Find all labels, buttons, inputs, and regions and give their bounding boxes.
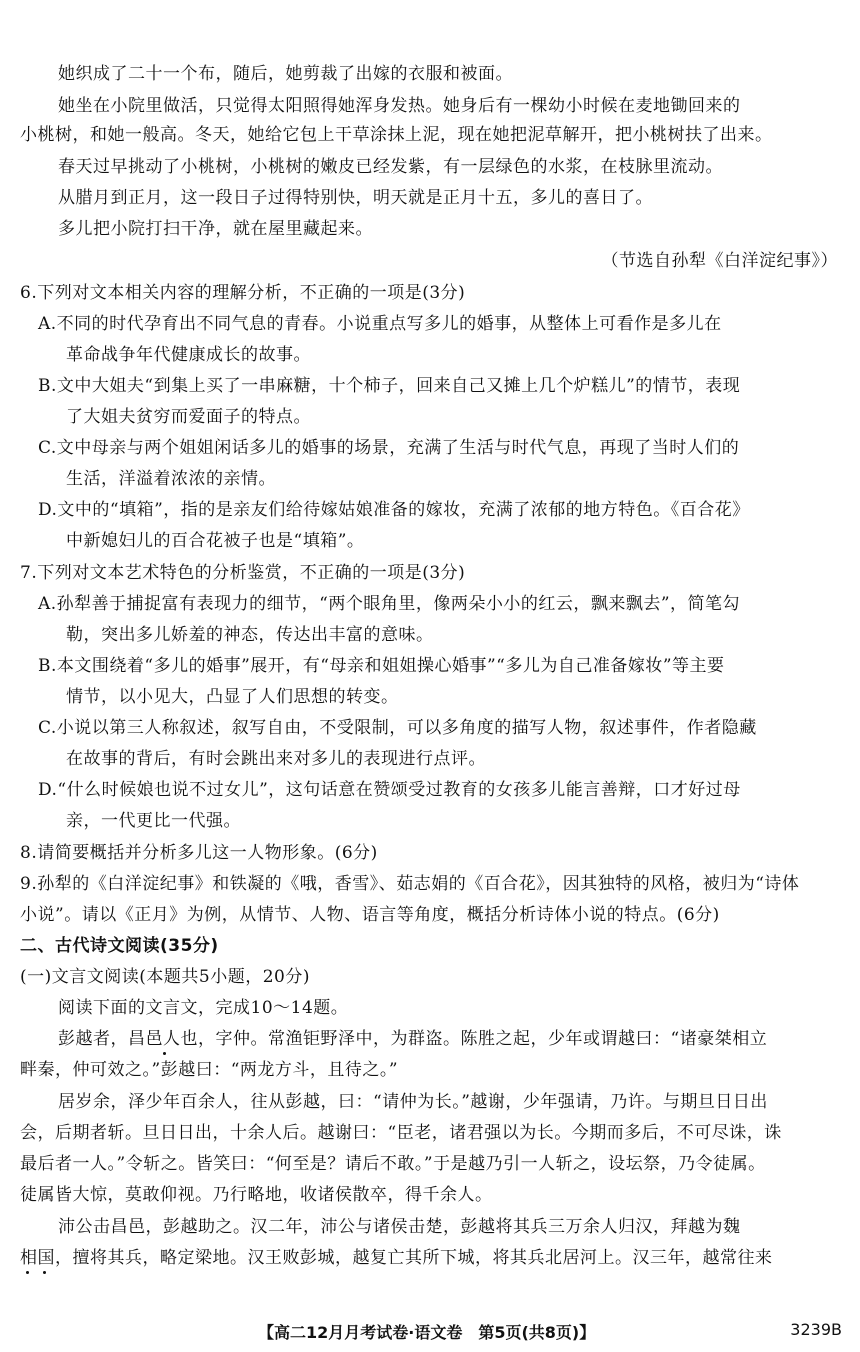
question-7-stem: 7.下列对文本艺术特色的分析鉴赏，不正确的一项是(3分): [20, 563, 466, 583]
q7-option-b-cont: 情节，以小见大，凸显了人们思想的转变。: [66, 687, 399, 707]
q7-option-a-cont: 勒，突出多儿娇羞的神态，传达出丰富的意味。: [66, 625, 434, 645]
question-6-stem: 6.下列对文本相关内容的理解分析，不正确的一项是(3分): [20, 283, 466, 303]
source-citation: （节选自孙犁《白洋淀纪事》）: [601, 251, 838, 271]
classical-text-line: 彭越者，昌邑人也，字仲。常渔钜野泽中，为群盗。陈胜之起，少年或谓越曰：“诸豪桀相立: [58, 1029, 768, 1049]
reading-instruction: 阅读下面的文言文，完成10～14题。: [58, 998, 349, 1018]
story-paragraph-cont: 小桃树，和她一般高。冬天，她给它包上干草涂抹上泥，现在她把泥草解开，把小桃树扶了出来。: [20, 125, 773, 145]
emphasis-dot: [26, 1271, 29, 1274]
section-heading: 二、古代诗文阅读(35分): [20, 936, 219, 956]
classical-text-line: 畔秦，仲可效之。”彭越曰：“两龙方斗，且待之。”: [20, 1060, 399, 1080]
q6-option-c: C.文中母亲与两个姐姐闲话多儿的婚事的场景，充满了生活与时代气息，再现了当时人们的: [38, 438, 740, 458]
emphasis-dot: [43, 1271, 46, 1274]
q7-option-c-cont: 在故事的背后，有时会跳出来对多儿的表现进行点评。: [66, 749, 486, 769]
classical-text-line: 最后者一人。”令斩之。皆笑曰：“何至是？请后不敢。”于是越乃引一人斩之，设坛祭，乃令徒属。: [20, 1154, 766, 1174]
classical-text-line: 沛公击昌邑，彭越助之。汉二年，沛公与诸侯击楚，彭越将其兵三万余人归汉，拜越为魏: [58, 1217, 741, 1237]
q7-option-b: B.本文围绕着“多儿的婚事”展开，有“母亲和姐姐操心婚事”“多儿为自己准备嫁妆”等主要: [38, 656, 725, 676]
q7-option-d-cont: 亲，一代更比一代强。: [66, 811, 241, 831]
page-footer: 【高二12月月考试卷·语文卷 第5页(共8页)】: [258, 1323, 596, 1342]
q6-option-c-cont: 生活，洋溢着浓浓的亲情。: [66, 469, 276, 489]
q6-option-b: B.文中大姐夫“到集上买了一串麻糖，十个柿子，回来自己又摊上几个炉糕儿”的情节，表现: [38, 376, 741, 396]
q6-option-a-cont: 革命战争年代健康成长的故事。: [66, 345, 311, 365]
story-paragraph: 她坐在小院里做活，只觉得太阳照得她浑身发热。她身后有一棵幼小时候在麦地锄回来的: [58, 96, 741, 116]
question-8: 8.请简要概括并分析多儿这一人物形象。(6分): [20, 843, 378, 863]
q6-option-b-cont: 了大姐夫贫穷而爱面子的特点。: [66, 407, 311, 427]
story-paragraph: 多儿把小院打扫干净，就在屋里藏起来。: [58, 219, 373, 239]
story-paragraph: 从腊月到正月，这一段日子过得特别快，明天就是正月十五，多儿的喜日了。: [58, 188, 653, 208]
classical-text-line: 居岁余，泽少年百余人，往从彭越，曰：“请仲为长。”越谢，少年强请，乃许。与期旦日日出: [58, 1092, 768, 1112]
subsection-heading: (一)文言文阅读(本题共5小题，20分): [20, 967, 310, 987]
q7-option-a: A.孙犁善于捕捉富有表现力的细节，“两个眼角里，像两朵小小的红云，飘来飘去”，简笔勾: [38, 594, 741, 614]
q6-option-a: A.不同的时代孕育出不同气息的青春。小说重点写多儿的婚事，从整体上可看作是多儿在: [38, 314, 722, 334]
exam-code: 3239B: [790, 1320, 842, 1339]
classical-text-line: 相国，擅将其兵，略定梁地。汉王败彭城，越复亡其所下城，将其兵北居河上。汉三年，越常往来: [20, 1248, 773, 1268]
classical-text-line: 徒属皆大惊，莫敢仰视。乃行略地，收诸侯散卒，得千余人。: [20, 1185, 493, 1205]
question-9-cont: 小说”。请以《正月》为例，从情节、人物、语言等角度，概括分析诗体小说的特点。(6分): [20, 905, 720, 925]
story-paragraph: 春天过早挑动了小桃树，小桃树的嫩皮已经发紫，有一层绿色的水浆，在枝脉里流动。: [58, 157, 723, 177]
q7-option-d: D.“什么时候娘也说不过女儿”，这句话意在赞颂受过教育的女孩多儿能言善辩，口才好过母: [38, 780, 741, 800]
story-paragraph: 她织成了二十一个布，随后，她剪裁了出嫁的衣服和被面。: [58, 64, 513, 84]
q7-option-c: C.小说以第三人称叙述，叙写自由，不受限制，可以多角度的描写人物，叙述事件，作者隐藏: [38, 718, 757, 738]
classical-text-line: 会，后期者斩。旦日日出，十余人后。越谢曰：“臣老，诸君强以为长。今期而多后，不可尽诛，诛: [20, 1123, 782, 1143]
q6-option-d: D.文中的“填箱”，指的是亲友们给待嫁姑娘准备的嫁妆，充满了浓郁的地方特色。《百合花》: [38, 500, 750, 520]
question-9: 9.孙犁的《白洋淀纪事》和铁凝的《哦，香雪》、茹志娟的《百合花》，因其独特的风格，被归为“诗体: [20, 874, 800, 894]
q6-option-d-cont: 中新媳妇儿的百合花被子也是“填箱”。: [66, 531, 365, 551]
emphasis-dot: [163, 1052, 166, 1055]
